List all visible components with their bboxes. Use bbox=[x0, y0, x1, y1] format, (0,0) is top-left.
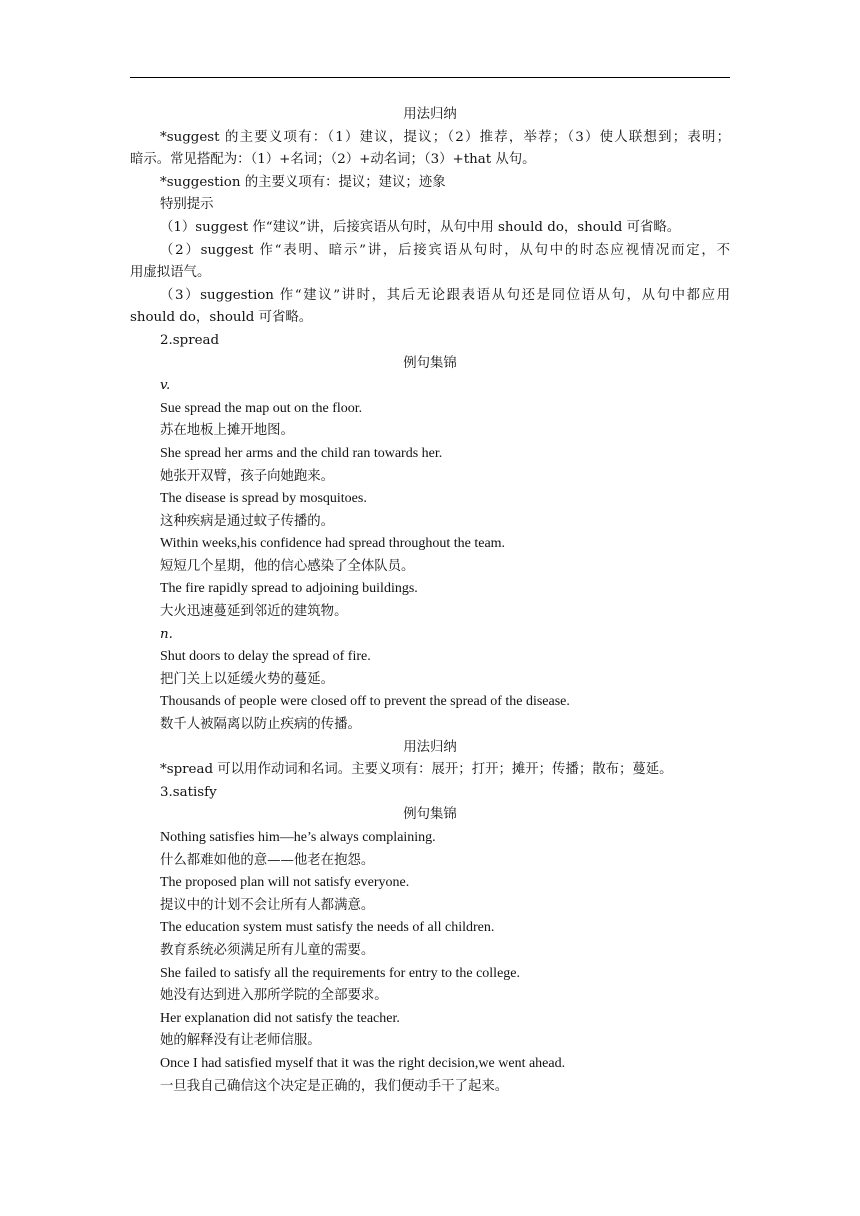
entry-title: 2.spread bbox=[160, 332, 220, 348]
example-zh: 什么都难如他的意——他老在抱怨。 bbox=[160, 852, 375, 868]
tip-line: （2）suggest 作“表明、暗示”讲，后接宾语从句时，从句中的时态应视情况而定，不 bbox=[160, 242, 730, 258]
section-heading: 例句集锦 bbox=[403, 355, 457, 371]
example-en: Once I had satisfied myself that it was the right decision,we went ahead. bbox=[160, 1055, 566, 1071]
part-of-speech-label: n. bbox=[160, 626, 173, 642]
example-en: Shut doors to delay the spread of fire. bbox=[160, 649, 371, 665]
example-en: She failed to satisfy all the requirements for entry to the college. bbox=[160, 965, 520, 981]
example-en: Thousands of people were closed off to prevent the spread of the disease. bbox=[160, 694, 570, 710]
suggestion-meaning-line: *suggestion 的主要义项有：提议；建议；迹象 bbox=[160, 174, 446, 190]
suggest-meaning-line: 暗示。常见搭配为：（1）+名词；（2）+动名词；（3）+that 从句。 bbox=[130, 152, 536, 168]
section-heading: 例句集锦 bbox=[403, 807, 457, 823]
spread-usage-line: *spread 可以用作动词和名词。主要义项有：展开；打开；摊开；传播；散布；蔓延。 bbox=[160, 762, 673, 778]
example-en: She spread her arms and the child ran towards her. bbox=[160, 445, 443, 461]
example-zh: 把门关上以延缓火势的蔓延。 bbox=[160, 671, 335, 687]
example-zh: 苏在地板上摊开地图。 bbox=[160, 423, 294, 439]
example-zh: 她张开双臂，孩子向她跑来。 bbox=[160, 468, 335, 484]
header-rule bbox=[130, 77, 730, 78]
example-en: Her explanation did not satisfy the teacher. bbox=[160, 1010, 400, 1026]
example-en: Sue spread the map out on the floor. bbox=[160, 400, 363, 416]
tip-line: （1）suggest 作“建议”讲，后接宾语从句时，从句中用 should do，should 可省略。 bbox=[160, 219, 681, 235]
section-heading: 用法归纳 bbox=[403, 739, 457, 755]
example-zh: 教育系统必须满足所有儿童的需要。 bbox=[160, 942, 375, 958]
suggest-meaning-line: *suggest 的主要义项有：（1）建议，提议；（2）推荐，举荐；（3）使人联想到；表明； bbox=[160, 129, 730, 145]
example-zh: 她没有达到进入那所学院的全部要求。 bbox=[160, 988, 388, 1004]
tip-line: （3）suggestion 作“建议”讲时，其后无论跟表语从句还是同位语从句，从句中都应用 bbox=[160, 287, 730, 303]
example-zh: 大火迅速蔓延到邻近的建筑物。 bbox=[160, 604, 348, 620]
example-en: The disease is spread by mosquitoes. bbox=[160, 491, 367, 507]
example-en: Within weeks,his confidence had spread throughout the team. bbox=[160, 536, 506, 552]
document-body bbox=[130, 104, 730, 1098]
section-heading: 用法归纳 bbox=[403, 107, 457, 122]
special-tip-heading: 特别提示 bbox=[160, 197, 214, 213]
example-zh: 短短几个星期，他的信心感染了全体队员。 bbox=[160, 558, 415, 574]
example-en: The education system must satisfy the needs of all children. bbox=[160, 920, 495, 936]
entry-title: 3.satisfy bbox=[160, 784, 217, 800]
example-zh: 数千人被隔离以防止疾病的传播。 bbox=[160, 717, 361, 733]
example-zh: 一旦我自己确信这个决定是正确的，我们便动手干了起来。 bbox=[160, 1078, 509, 1094]
example-en: Nothing satisfies him—he’s always complaining. bbox=[160, 830, 436, 845]
tip-line: 用虚拟语气。 bbox=[130, 265, 211, 281]
example-zh: 提议中的计划不会让所有人都满意。 bbox=[160, 897, 375, 913]
part-of-speech-label: v. bbox=[160, 378, 171, 394]
example-zh: 她的解释没有让老师信服。 bbox=[160, 1033, 321, 1049]
example-zh: 这种疾病是通过蚊子传播的。 bbox=[160, 513, 335, 529]
tip-line: should do，should 可省略。 bbox=[130, 310, 313, 326]
example-en: The proposed plan will not satisfy everyone. bbox=[160, 875, 410, 891]
example-en: The fire rapidly spread to adjoining buildings. bbox=[160, 581, 418, 597]
